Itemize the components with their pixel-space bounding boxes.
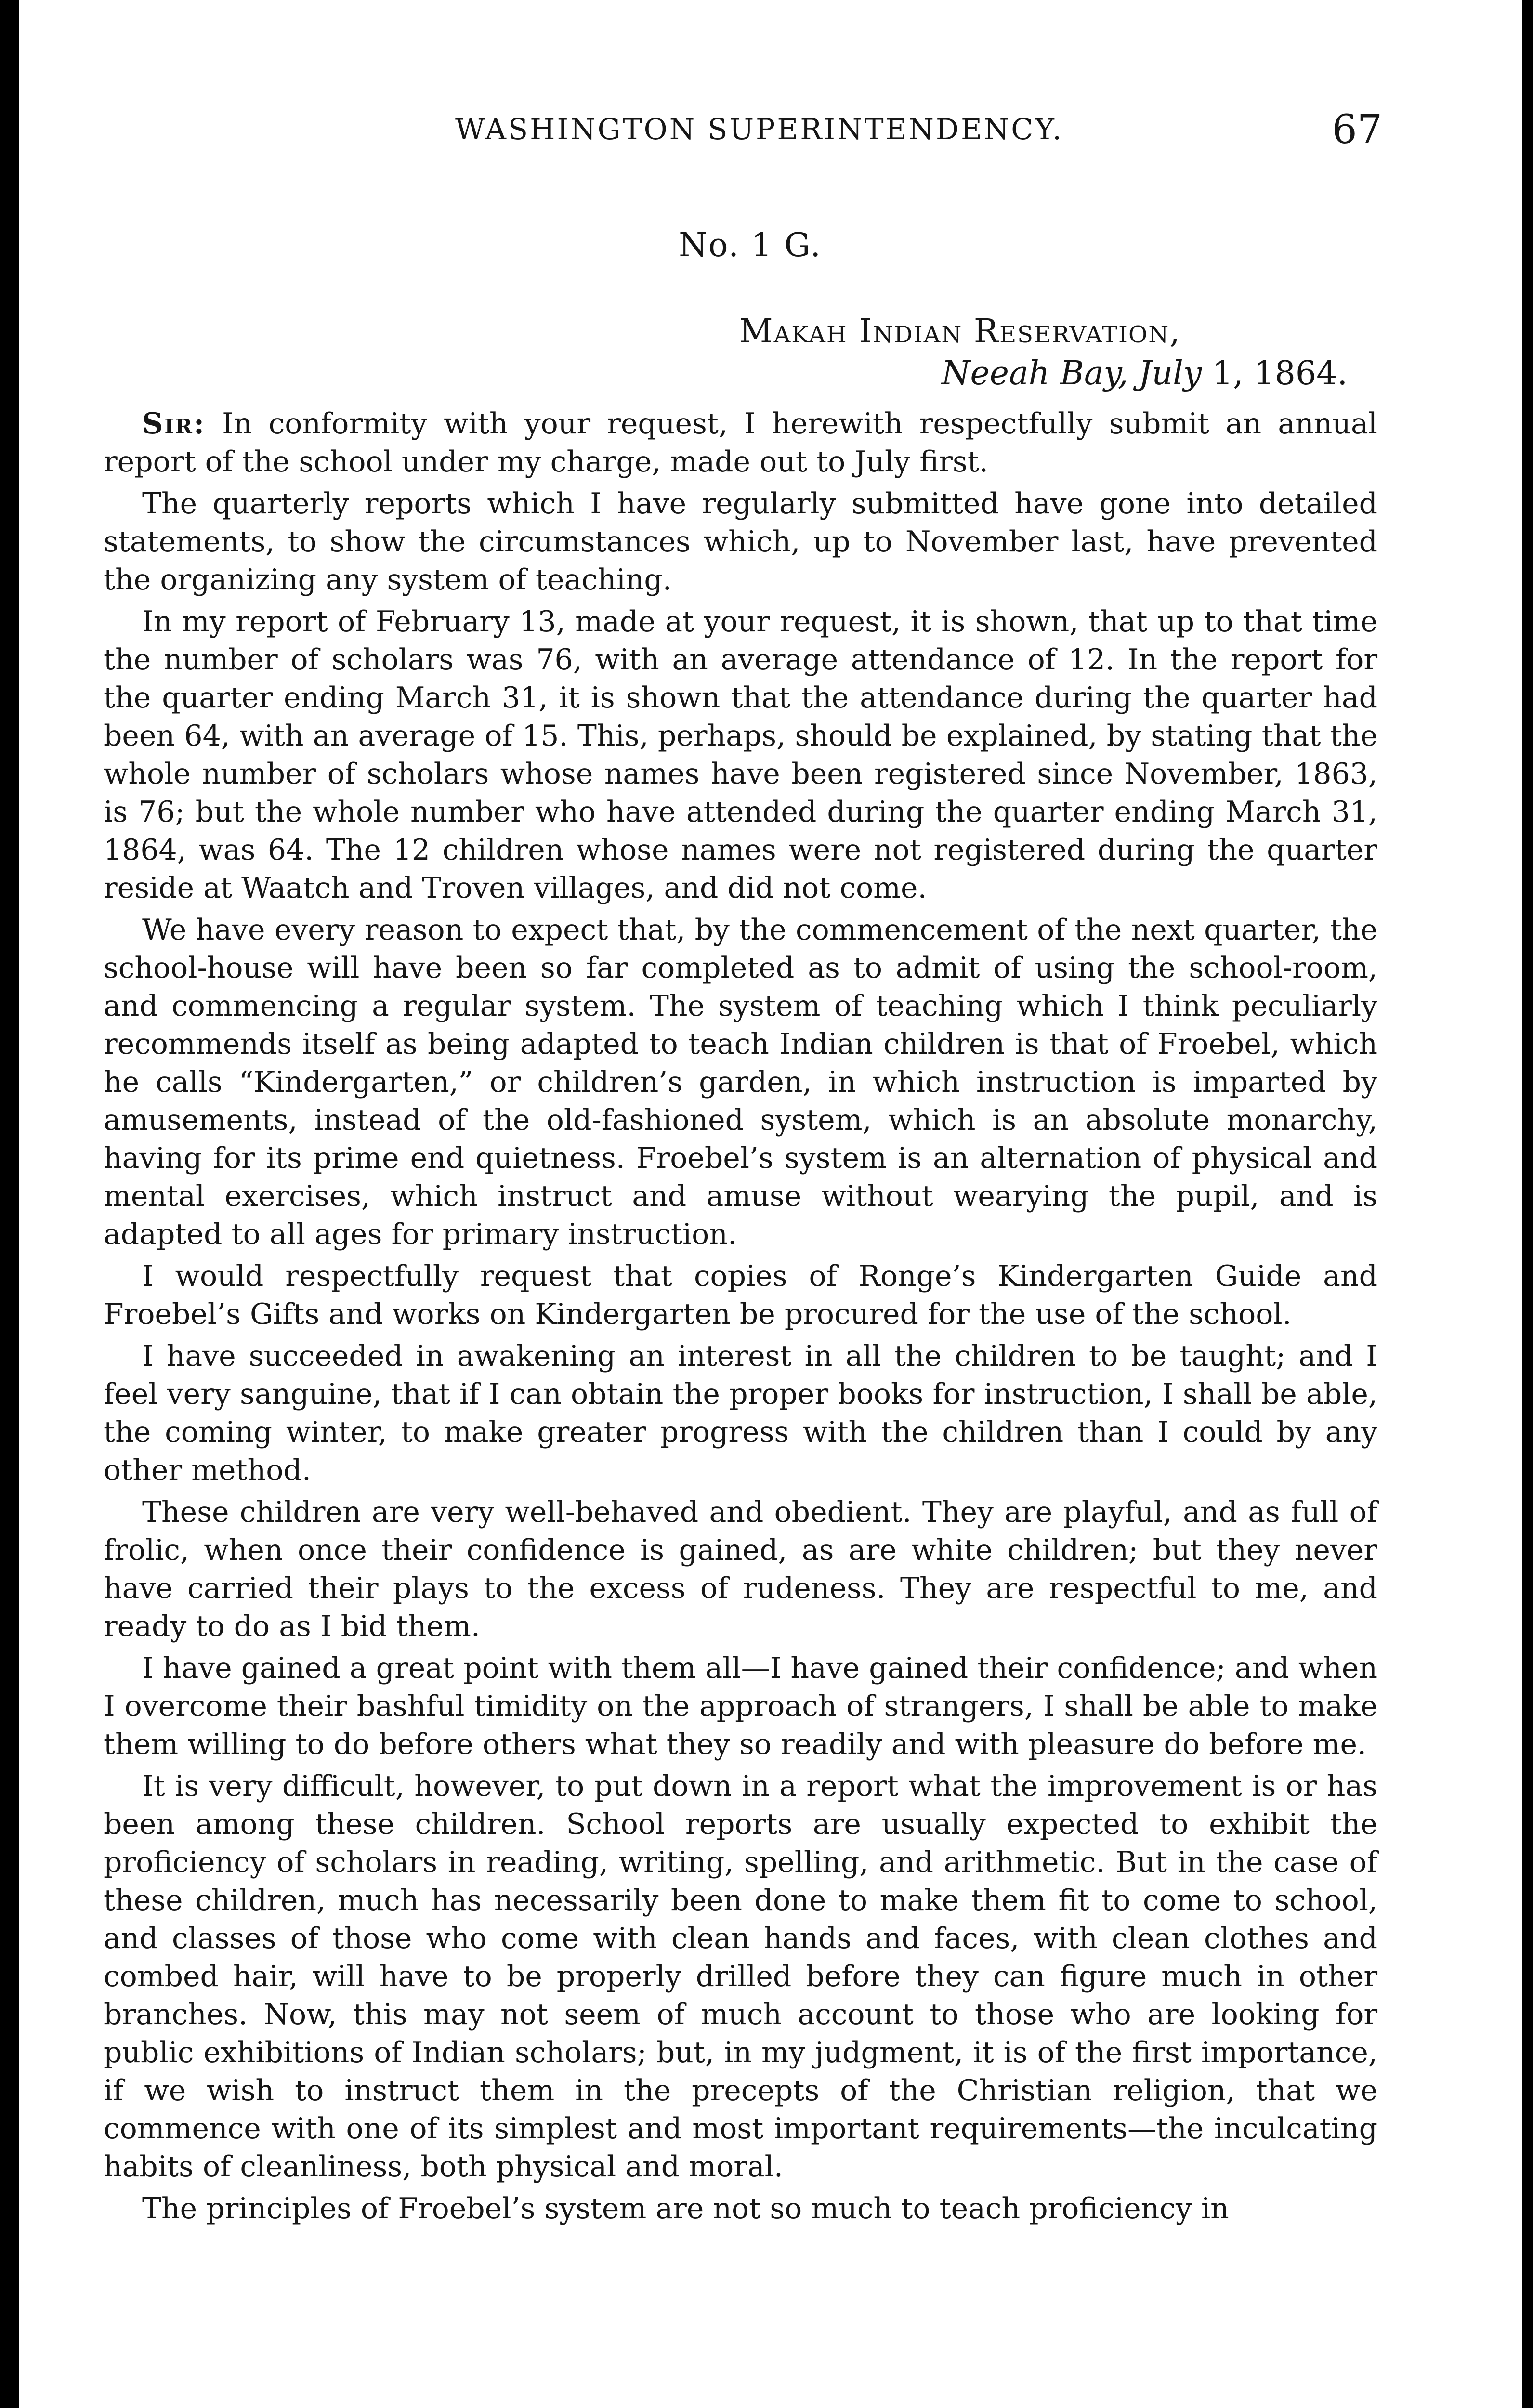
paragraph: I have gained a great point with them all—I have gained their confidence; and when I overcome their bashful timidity on the approach of strangers, I shall be able to make them willing to do before others what they so readily and with pleasure do before me. — [104, 1651, 1377, 1761]
scan-border-left — [0, 0, 19, 2408]
paragraph: It is very difficult, however, to put down in a report what the improvement is or has been among these children. School reports are usually expected to exhibit the proficiency of scholars in reading, writing, spelling, and arithmetic. But in the case of these children, much has necessarily been done to make them fit to come to school, and classes of those who come with clean hands and faces, with clean clothes and combed hair, will have to be properly drilled before they can figure much in other branches. Now, this may not seem of much account to those who are looking for public exhibitions of Indian scholars; but, in my judgment, it is of the first importance, if we wish to instruct them in the precepts of the Christian religion, that we commence with one of its simplest and most important requirements—the inculcating habits of cleanliness, both physical and moral. — [104, 1769, 1377, 2184]
paragraph: I would respectfully request that copies of Ronge’s Kindergarten Guide and Froebel’s Gifts and works on Kindergarten be procured for the use of the school. — [104, 1259, 1377, 1331]
paragraph: We have every reason to expect that, by the commencement of the next quarter, the school-house will have been so far completed as to admit of using the school-room, and commencing a regular system. The system of teaching which I think peculiarly recommends itself as being adapted to teach Indian children is that of Froebel, which he calls “Kindergarten,” or children’s garden, in which instruction is imparted by amusements, instead of the old-fashioned system, which is an absolute monarchy, having for its prime end quietness. Froebel’s system is an alternation of physical and mental exercises, which instruct and amuse without wearying the pupil, and is adapted to all ages for primary instruction. — [104, 913, 1377, 1251]
dateline-date-place: Neeah Bay, July — [942, 354, 1202, 393]
page-number: 67 — [1332, 107, 1382, 153]
dateline-place: Makah Indian Reservation, — [739, 313, 1181, 351]
paragraph: The quarterly reports which I have regularly submitted have gone into detailed statements, to show the circumstances which, up to November last, have prevented the organizing any system of teaching. — [104, 487, 1377, 597]
paragraph: In my report of February 13, made at your request, it is shown, that up to that time the number of scholars was 76, with an average attendance of 12. In the report for the quarter ending March 31, it is shown that the attendance during the quarter had been 64, with an average of 15. This, perhaps, should be explained, by stating that the whole number of scholars whose names have been registered since November, 1863, is 76; but the whole number who have attended during the quarter ending March 31, 1864, was 64. The 12 children whose names were not registered during the quarter reside at Waatch and Troven villages, and did not come. — [104, 605, 1377, 905]
paragraph-text: In conformity with your request, I herewith respectfully submit an annual report of the school under my charge, made out to July first. — [104, 407, 1377, 479]
text-column — [104, 72, 1382, 2232]
paragraph: The principles of Froebel’s system are not so much to teach proficiency in — [142, 2192, 1229, 2225]
running-title: WASHINGTON SUPERINTENDENCY. — [455, 113, 1064, 146]
dateline-date — [104, 354, 1377, 393]
paragraph — [104, 405, 1377, 481]
document-number: No. 1 G. — [679, 226, 822, 264]
running-head — [104, 72, 1382, 154]
paragraph: I have succeeded in awakening an interest in all the children to be taught; and I feel very sanguine, that if I can obtain the proper books for instruction, I shall be able, the coming winter, to make greater progress with the children than I could by any other method. — [104, 1339, 1377, 1487]
scan-border-right — [1522, 0, 1533, 2408]
paragraph: These children are very well-behaved and obedient. They are playful, and as full of frolic, when once their confidence is gained, as are white children; but they never have carried their plays to the excess of rudeness. They are respectful to me, and ready to do as I bid them. — [104, 1495, 1377, 1643]
salutation: Sir: — [142, 407, 206, 441]
letter-body — [104, 405, 1377, 2228]
dateline-date-year: 1, 1864. — [1202, 354, 1348, 393]
